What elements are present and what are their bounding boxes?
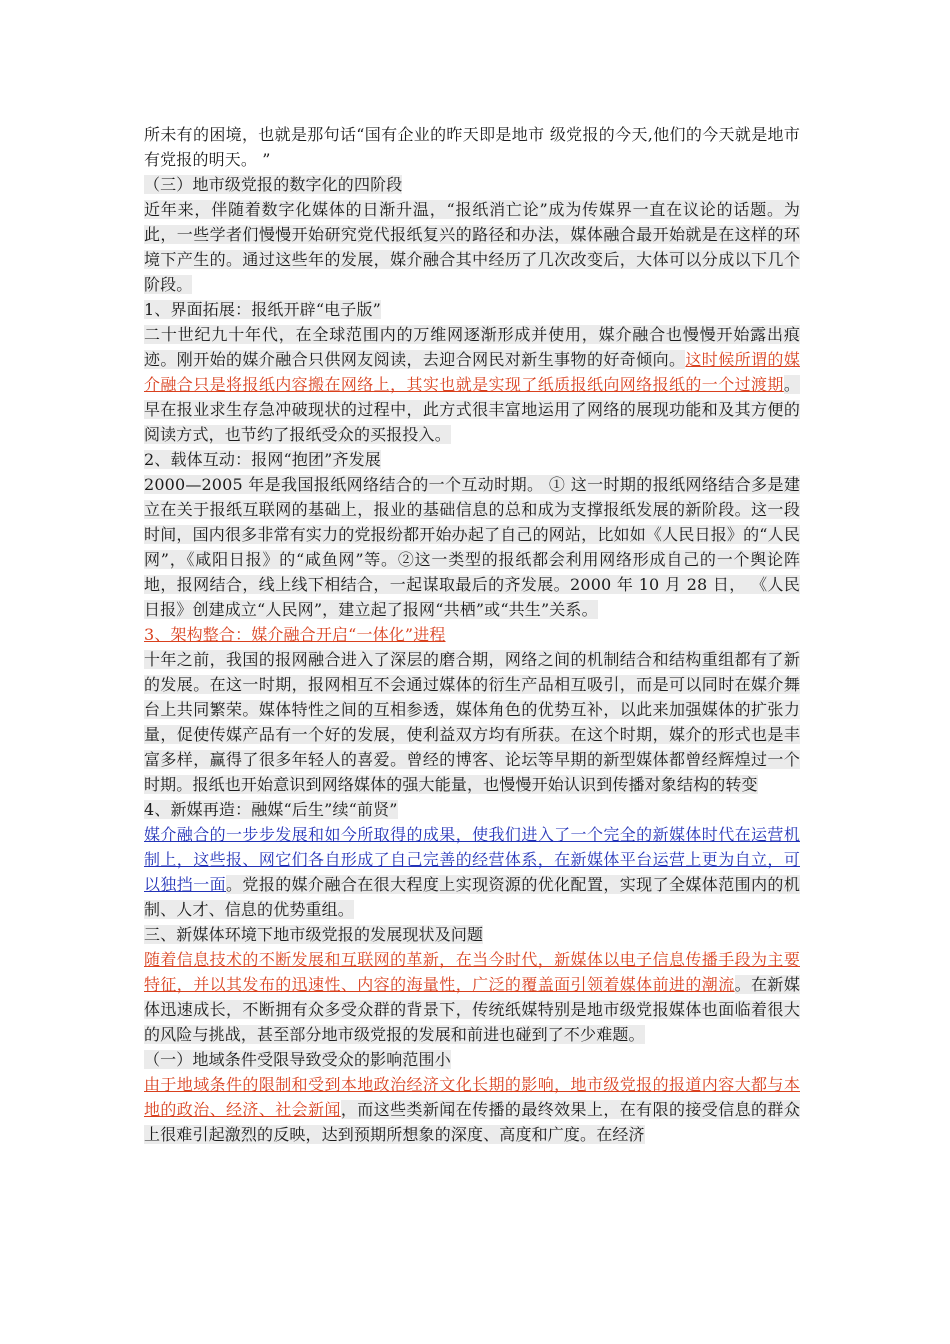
- heading-text: 1、界面拓展：报纸开辟“电子版”: [144, 300, 381, 319]
- section-heading-3: [144, 172, 800, 197]
- paragraph-intro: [144, 197, 800, 297]
- heading-text: （一）地域条件受限导致受众的影响范围小: [144, 1050, 451, 1069]
- text-segment: ，而这些类新闻在传播的最终效果上，在有限的接受信息的群众上很难引起激烈的反映，达到预期所想象的深度、高度和广度。在经济: [144, 1100, 800, 1144]
- stage-1-paragraph: [144, 322, 800, 447]
- stage-3-heading: [144, 622, 800, 647]
- stage-1-heading: [144, 297, 800, 322]
- text-segment: 。早在报业求生存急冲破现状的过程中，此方式很丰富地运用了网络的展现功能和及其方便的阅读方式，也节约了报纸受众的买报投入。: [144, 375, 800, 444]
- paragraph-continuation: [144, 122, 800, 172]
- underlined-text: 由于地域条件的限制和受到本地政治经济文化长期的影响，地市级党报的报道内容大都与本地的政治、经济、社会新闻: [144, 1075, 800, 1119]
- heading-text: （三）地市级党报的数字化的四阶段: [144, 175, 403, 194]
- text-segment: 。党报的媒介融合在很大程度上实现资源的优化配置，实现了全媒体范围内的机制、人才、信息的优势重组。: [144, 875, 800, 919]
- text-segment: 。在新媒体迅速成长，不断拥有众多受众群的背景下，传统纸媒特别是地市级党报媒体也面临着很大的风险与挑战，甚至部分地市级党报的发展和前进也碰到了不少难题。: [144, 975, 800, 1044]
- heading-text: 4、新媒再造：融媒“后生”续“前贤”: [144, 800, 398, 819]
- heading-text: 2、载体互动：报网“抱团”齐发展: [144, 450, 381, 469]
- underlined-text: 这时候所谓的媒介融合只是将报纸内容搬在网络上，其实也就是实现了纸质报纸向网络报纸的一个过渡期: [144, 350, 800, 394]
- underlined-heading: 3、架构整合：媒介融合开启“一体化”进程: [144, 625, 446, 644]
- text-segment: 2000—2005 年是我国报纸网络结合的一个互动时期。 ① 这一时期的报纸网络结合多是建立在关于报纸互联网的基础上，报业的基础信息的总和成为支撑报纸发展的新阶段。这一段时间，国内很多非常有实力的党报纷都开始办起了自己的网站，比如如《人民日报》的“人民网”，《咸阳日报》的“咸鱼网”等。②这一类型的报纸都会利用网络形成自己的一个舆论阵地，报网结合，线上线下相结合，一起谋取最后的齐发展。2000 年 10 月 28 日， 《人民日报》创建成立“人民网”，建立起了报网“共栖”或“共生”关系。: [144, 475, 800, 619]
- chapter-3-paragraph: [144, 947, 800, 1047]
- text-segment: 近年来，伴随着数字化媒体的日渐升温，“报纸消亡论”成为传媒界一直在议论的话题。为此，一些学者们慢慢开始研究党代报纸复兴的路径和办法，媒体融合最开始就是在这样的环境下产生的。通过这些年的发展，媒介融合其中经历了几次改变后，大体可以分成以下几个阶段。: [144, 200, 800, 294]
- stage-4-paragraph: [144, 822, 800, 922]
- text-segment: 十年之前，我国的报网融合进入了深层的磨合期，网络之间的机制结合和结构重组都有了新的发展。在这一时期，报网相互不会通过媒体的衍生产品相互吸引，而是可以同时在媒介舞台上共同繁荣。媒体特性之间的互相参透，媒体角色的优势互补，以此来加强媒体的扩张力量，促使传媒产品有一个好的发展，使利益双方均有所获。在这个时期，媒介的形式也是丰富多样，赢得了很多年轻人的喜爱。曾经的博客、论坛等早期的新型媒体都曾经辉煌过一个时期。报纸也开始意识到网络媒体的强大能量，也慢慢开始认识到传播对象结构的转变: [144, 650, 800, 794]
- stage-2-paragraph: [144, 472, 800, 622]
- underlined-text: 媒介融合的一步步发展和如今所取得的成果，使我们进入了一个完全的新媒体时代在运营机制上，这些报、网它们各自形成了自己完善的经营体系，在新媒体平台运营上更为自立，可以独挡一面: [144, 825, 800, 894]
- text-segment: 二十世纪九十年代，在全球范围内的万维网逐渐形成并使用，媒介融合也慢慢开始露出痕迹。刚开始的媒介融合只供网友阅读，去迎合网民对新生事物的好奇倾向。: [144, 325, 800, 369]
- stage-2-heading: [144, 447, 800, 472]
- subsection-1-heading: [144, 1047, 800, 1072]
- stage-3-paragraph: [144, 647, 800, 797]
- text-segment: 所未有的困境，也就是那句话“国有企业的昨天即是地市 级党报的今天,他们的今天就是地市有党报的明天。 ”: [144, 125, 800, 169]
- heading-text: 三、新媒体环境下地市级党报的发展现状及问题: [144, 925, 484, 944]
- stage-4-heading: [144, 797, 800, 822]
- subsection-1-paragraph: [144, 1072, 800, 1147]
- chapter-3-heading: [144, 922, 800, 947]
- document-body: [144, 122, 800, 1147]
- underlined-text: 随着信息技术的不断发展和互联网的革新，在当今时代，新媒体以电子信息传播手段为主要特征，并以其发布的迅速性、内容的海量性，广泛的覆盖面引领着媒体前进的潮流: [144, 950, 800, 994]
